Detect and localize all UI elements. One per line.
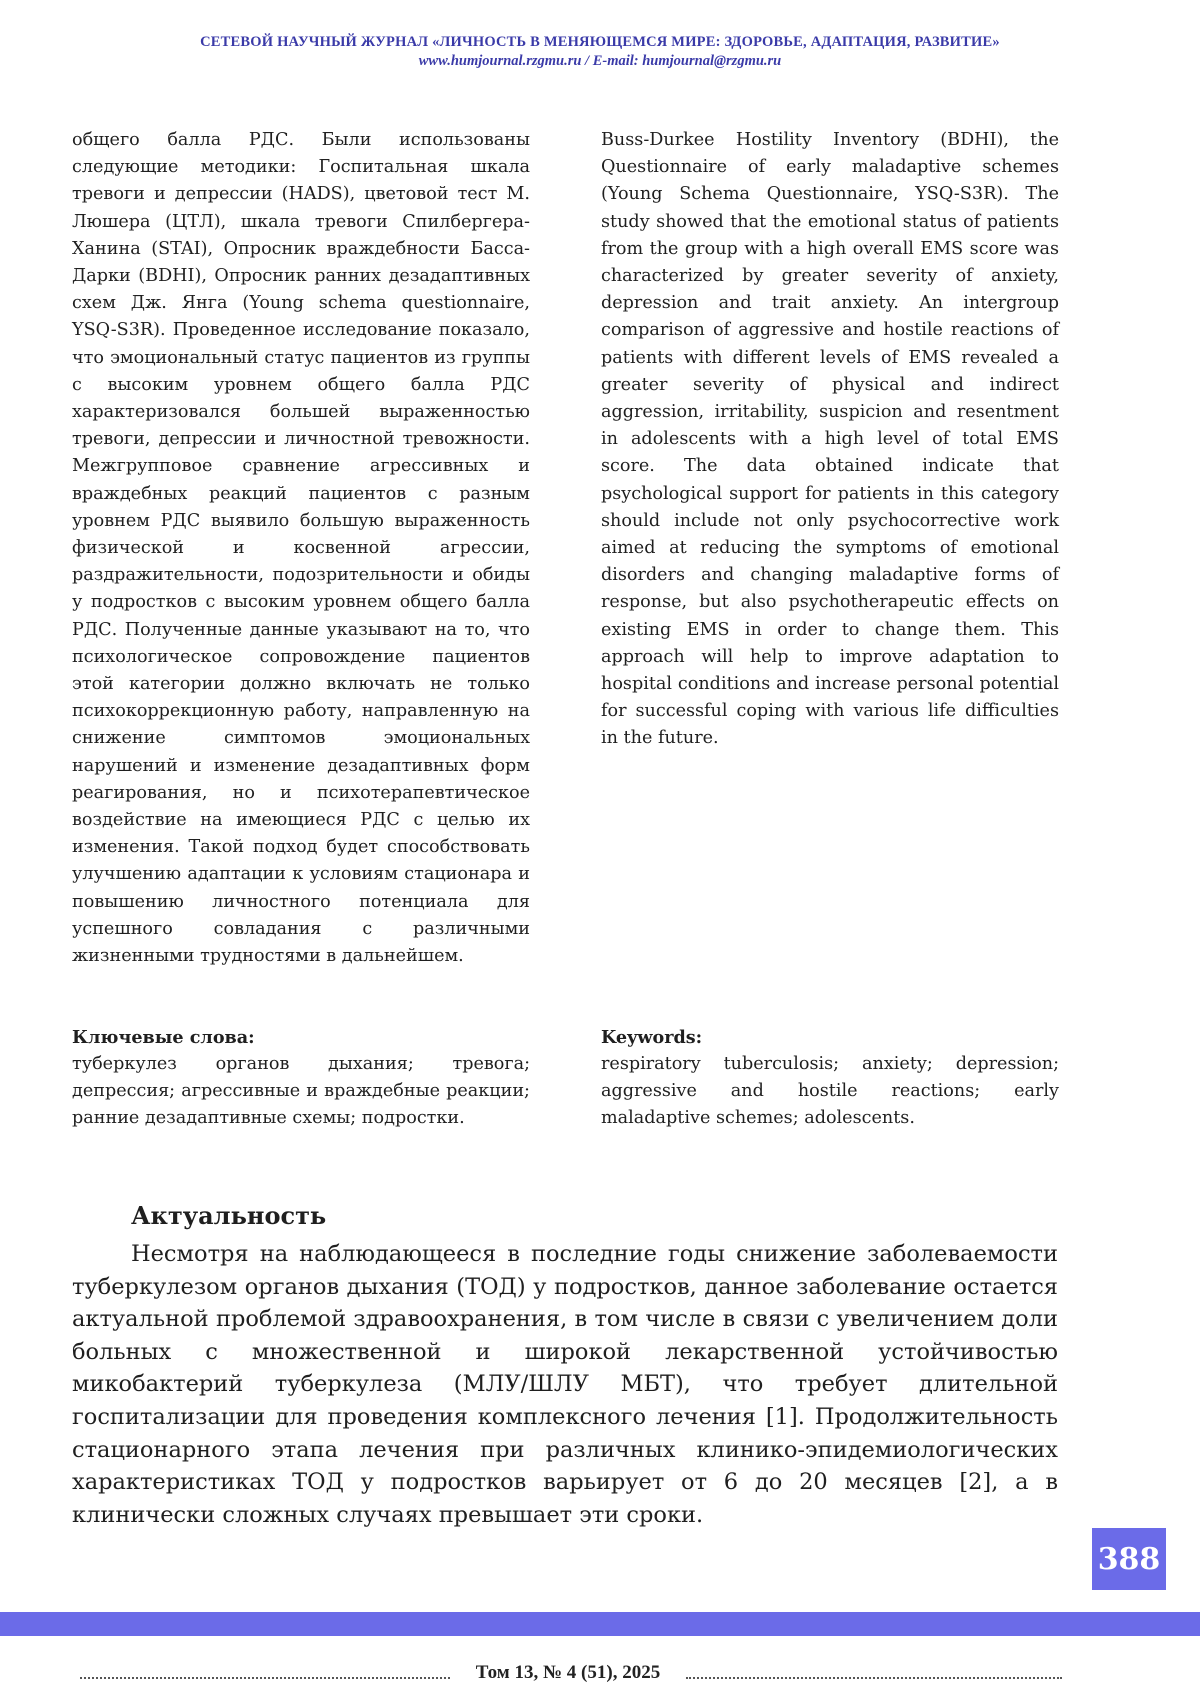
keywords-english-title: Keywords:: [601, 1027, 703, 1048]
footer-dotted-line-right: [686, 1677, 1062, 1679]
abstract-russian: общего балла РДС. Были использованы следующие методики: Госпитальная шкала тревоги и депрессии (HADS), цветовой тест М. Люшера (ЦТЛ), шкала тревоги Спилбергера-Ханина (STAI), Опросник враждебности Басса-Дарки (BDHI), Опросник ранних дезадаптивных схем Дж. Янга (Young schema questionnaire, YSQ-S3R). Проведенное исследование показало, что эмоциональный статус пациентов из группы с высоким уровнем общего балла РДС характеризовался большей выраженностью тревоги, депрессии и личностной тревожности. Межгрупповое сравнение агрессивных и враждебных реакций пациентов с разным уровнем РДС выявило большую выраженность физической и косвенной агрессии, раздражительности, подозрительности и обиды у подростков с высоким уровнем общего балла РДС. Полученные данные указывают на то, что психологическое сопровождение пациентов этой категории должно включать не только психокоррекционную работу, направленную на снижение симптомов эмоциональных нарушений и изменение дезадаптивных форм реагирования, но и психотерапевтическое воздействие на имеющиеся РДС с целью их изменения. Такой подход будет способствовать улучшению адаптации к условиям стационара и повышению личностного потенциала для успешного совладания с различными жизненными трудностями в дальнейшем.: [72, 130, 530, 967]
keywords-russian-text: туберкулез органов дыхания; тревога; депрессия; агрессивные и враждебные реакции; ранние дезадаптивные схемы; подростки.: [72, 1054, 530, 1128]
keywords-english-text: respiratory tuberculosis; anxiety; depression; aggressive and hostile reactions; early maladaptive schemes; adolescents.: [601, 1054, 1059, 1128]
footer-issue-info: Том 13, № 4 (51), 2025: [475, 1662, 661, 1683]
journal-header: [0, 34, 1200, 70]
keywords-russian-title: Ключевые слова:: [72, 1027, 255, 1048]
page-number-badge: 388: [1092, 1528, 1166, 1590]
section-paragraph: Несмотря на наблюдающееся в последние годы снижение заболеваемости туберкулезом органов дыхания (ТОД) у подростков, данное заболевание остается актуальной проблемой здравоохранения, в том числе в связи с увеличением доли больных с множественной и широкой лекарственной устойчивостью микобактерий туберкулеза (МЛУ/ШЛУ МБТ), что требует длительной госпитализации для проведения комплексного лечения [1]. Продолжительность стационарного этапа лечения при различных клинико-эпидемиологических характеристиках ТОД у подростков варьирует от 6 до 20 месяцев [2], а в клинически сложных случаях превышает эти сроки.: [72, 1241, 1058, 1528]
journal-title: СЕТЕВОЙ НАУЧНЫЙ ЖУРНАЛ «ЛИЧНОСТЬ В МЕНЯЮЩЕМСЯ МИРЕ: ЗДОРОВЬЕ, АДАПТАЦИЯ, РАЗВИТИЕ»: [200, 34, 1000, 50]
footer-dotted-line-left: [80, 1677, 450, 1679]
abstract-english: Buss-Durkee Hostility Inventory (BDHI), the Questionnaire of early maladaptive schemes (Young Schema Questionnaire, YSQ-S3R). The study showed that the emotional status of patients from the group with a high overall EMS score was characterized by greater severity of anxiety, depression and trait anxiety. An intergroup comparison of aggressive and hostile reactions of patients with different levels of EMS revealed a greater severity of physical and indirect aggression, irritability, suspicion and resentment in adolescents with a high level of total EMS score. The data obtained indicate that psychological support for patients in this category should include not only psychocorrective work aimed at reducing the symptoms of emotional disorders and changing maladaptive forms of response, but also psychotherapeutic effects on existing EMS in order to change them. This approach will help to improve adaptation to hospital conditions and increase personal potential for successful coping with various life difficulties in the future.: [601, 130, 1059, 749]
keywords-russian: [72, 1024, 530, 1132]
footer-color-band: [0, 1612, 1200, 1636]
keywords-english: [601, 1024, 1059, 1132]
section-relevance: [72, 1200, 1058, 1531]
journal-contacts: www.humjournal.rzgmu.ru / E-mail: humjournal@rzgmu.ru: [418, 53, 782, 69]
footer: [0, 1660, 1200, 1690]
section-title: Актуальность: [131, 1201, 327, 1230]
